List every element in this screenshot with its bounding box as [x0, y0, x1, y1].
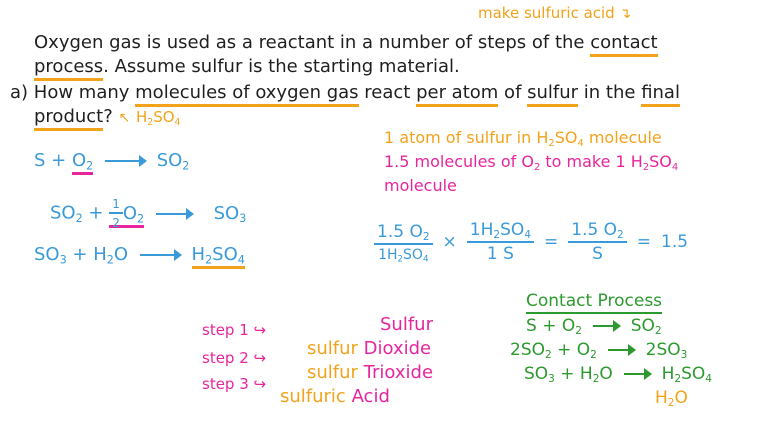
keyword-sulfur: sulfur — [527, 82, 578, 107]
curved-arrow-icon: ↪ — [253, 375, 267, 393]
equals-sign: = — [636, 232, 651, 252]
times-sign: × — [442, 232, 457, 252]
reasoning-orange: 1 atom of sulfur in $H_2SO_4$ molecule — [384, 128, 662, 149]
equation-1: $S + O_2$ $SO_2$ — [34, 152, 189, 170]
keyword-final: final — [641, 82, 680, 107]
keyword-product: product — [34, 106, 103, 131]
eq-text: SO — [213, 202, 240, 224]
reaction-arrow-icon — [140, 254, 180, 256]
eq-text: SO — [156, 150, 183, 171]
compound-acid: sulfuric Acid — [280, 386, 390, 407]
reasoning-pink-2 — [384, 178, 457, 194]
curved-arrow-icon: ↪ — [253, 321, 267, 339]
equals-sign: = — [543, 232, 559, 252]
fraction-3: $\frac{1.5 O_2}{S}$ — [568, 222, 627, 263]
eq-product: $H_2SO_4$ — [192, 244, 245, 269]
question-line-2 — [34, 58, 460, 76]
compound-sulfur: Sulfur — [380, 314, 433, 335]
question-text: react — [358, 82, 417, 103]
reasoning-text: molecule — [583, 128, 662, 147]
eq-oxygen: $O_2$ — [72, 150, 93, 175]
header-annotation — [478, 6, 631, 21]
curved-arrow-icon: ↴ — [619, 6, 632, 22]
eq-text: S + — [34, 150, 72, 171]
reaction-arrow-icon — [624, 373, 650, 375]
contact-eq-3: $SO_3 + H_2O$ $H_2SO_4$ — [524, 364, 712, 386]
contact-process-title: Contact Process — [526, 293, 662, 310]
eq-half-oxygen: $\frac{1}{2}$ $O_2$ — [109, 203, 144, 228]
eq-text: SO — [50, 202, 76, 224]
reasoning-text: to make 1 H — [540, 152, 643, 171]
reaction-arrow-icon — [156, 213, 192, 215]
keyword-oxygen: molecules of oxygen gas — [135, 82, 358, 107]
keyword-contact: contact — [590, 32, 657, 57]
compound-trioxide: sulfur Trioxide — [307, 362, 434, 383]
keyword-per-atom: per atom — [416, 82, 498, 107]
contact-extra-water: $H_2O$ — [655, 388, 688, 410]
keyword-process: process — [34, 56, 103, 81]
curved-arrow-icon: ↪ — [253, 349, 267, 367]
question-text: of — [498, 82, 528, 103]
question-text: . Assume sulfur is the starting material. — [103, 56, 460, 77]
calculation — [374, 222, 688, 263]
eq-text: O — [113, 244, 129, 265]
contact-eq-1: $S + O_2$ $SO_2$ — [526, 316, 662, 338]
part-label: a) — [10, 82, 29, 103]
arrow-icon: ↖ — [118, 110, 131, 126]
reaction-arrow-icon — [105, 160, 145, 162]
annotation-text: make sulfuric acid — [478, 4, 615, 22]
contact-eq-2: $2SO_2 + O_2$ $2SO_3$ — [510, 340, 688, 362]
reasoning-text: 1.5 molecules of O — [384, 152, 534, 171]
reasoning-text: molecule — [384, 176, 457, 195]
question-line-4 — [34, 108, 180, 126]
fraction-1: $\frac{1.5 O_2}{1H_2SO_4}$ — [374, 224, 433, 262]
question-text: Oxygen gas is used as a reactant in a number of steps of the — [34, 32, 591, 53]
result-value: 1.5 — [661, 232, 689, 252]
compound-dioxide: sulfur Dioxide — [307, 338, 432, 359]
equation-2: $SO_2$ + $\frac{1}{2}$ $O_2$ $SO_3$ — [50, 197, 247, 230]
eq-text: SO — [34, 244, 60, 265]
product-formula: $H_2SO_4$ — [136, 108, 181, 128]
question-text: in the — [578, 82, 642, 103]
step-label-3: step 3 ↪ — [202, 375, 267, 393]
fraction-2: $\frac{1H_2SO_4}{1 S}$ — [467, 222, 534, 263]
reasoning-text: 1 atom of sulfur in H — [384, 128, 549, 147]
eq-text: + — [82, 202, 110, 224]
step-label-1: step 1 ↪ — [202, 321, 267, 339]
reasoning-pink-1: 1.5 molecules of $O_2$ to make 1 $H_2SO_4$ — [384, 152, 679, 173]
reaction-arrow-icon — [593, 325, 619, 327]
eq-text: + H — [66, 244, 107, 265]
question-line-3 — [10, 84, 680, 102]
step-label-2: step 2 ↪ — [202, 349, 267, 367]
question-text: How many — [33, 82, 136, 103]
reaction-arrow-icon — [608, 349, 634, 351]
reasoning-text: SO — [649, 152, 672, 171]
reasoning-text: SO — [554, 128, 578, 147]
question-text: ? — [103, 106, 113, 127]
equation-3: $SO_3 + H_2O$ $H_2SO_4$ — [34, 246, 245, 264]
question-line-1 — [34, 34, 658, 52]
